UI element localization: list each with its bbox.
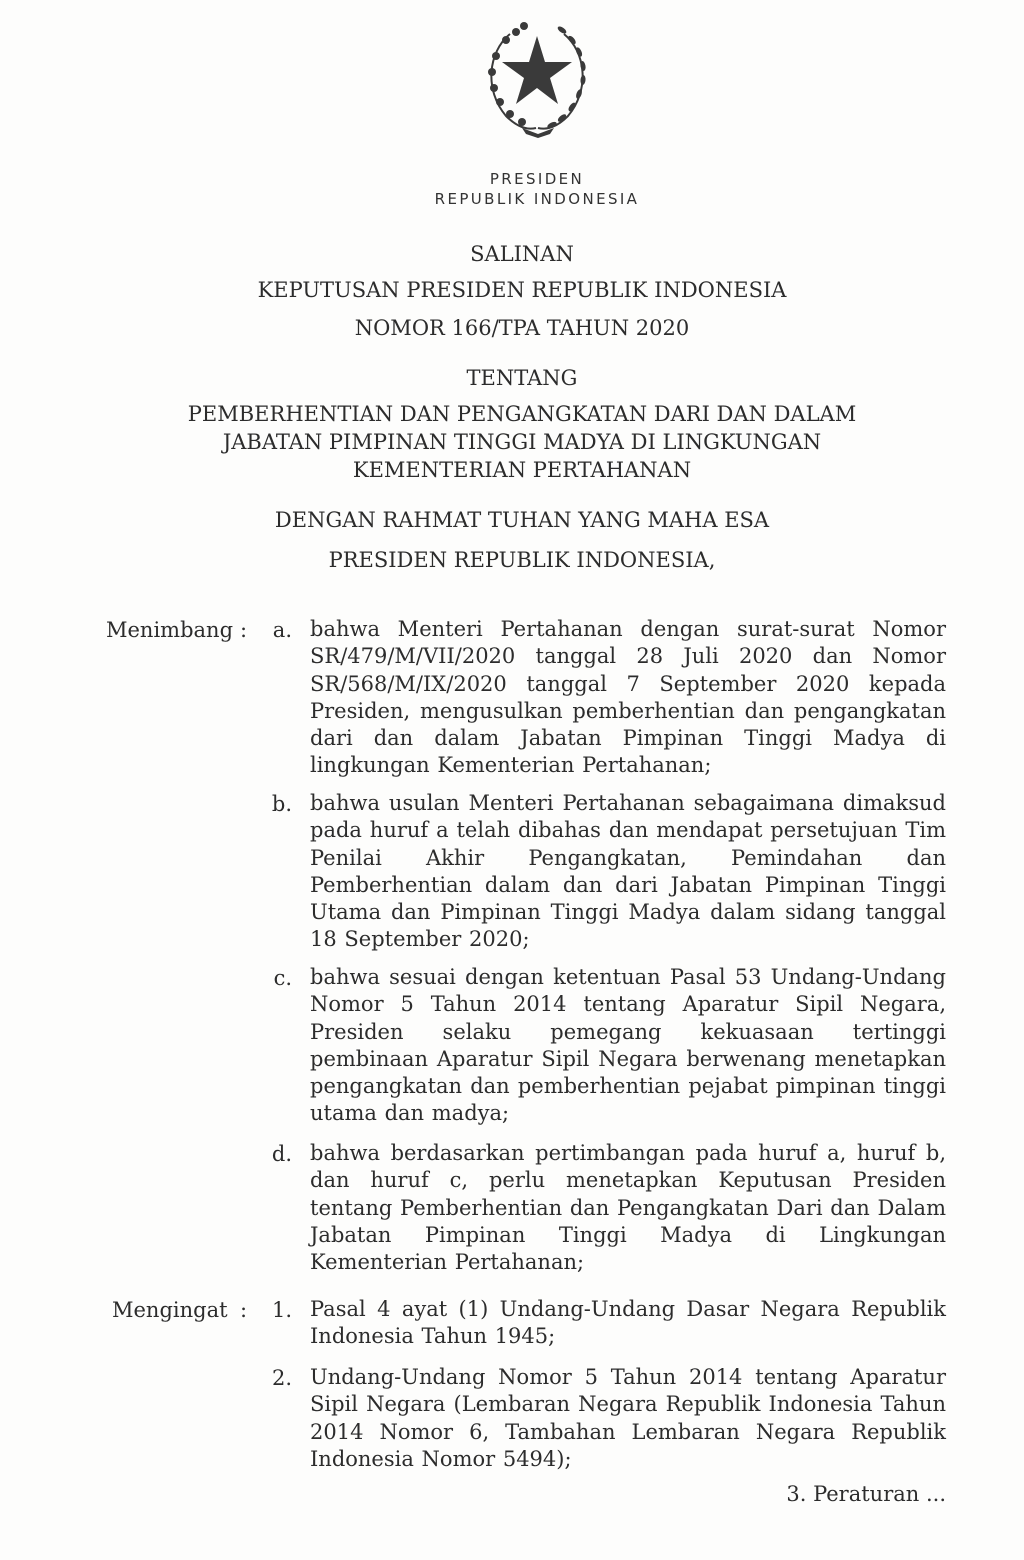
- issuer: PRESIDEN REPUBLIK INDONESIA,: [328, 548, 716, 572]
- mengingat-mark-2: 2.: [271, 1366, 292, 1390]
- menimbang-item-b: bahwa usulan Menteri Pertahanan sebagaimana dimaksud pada huruf a telah dibahas dan mendapat persetujuan Tim Penilai Akhir Pengangkatan, Pemindahan dan Pemberhentian dalam dan dari Jabatan Pimpinan Tinggi Utama dan Pimpinan Tinggi Madya dalam sidang tanggal 18 September 2020;: [310, 791, 946, 952]
- menimbang-mark-d: d.: [271, 1142, 292, 1166]
- menimbang-colon: :: [240, 618, 248, 642]
- mengingat-label: Mengingat: [112, 1298, 228, 1322]
- menimbang-mark-c: c.: [273, 966, 292, 990]
- menimbang-item-a: bahwa Menteri Pertahanan dengan surat-surat Nomor SR/479/M/VII/2020 tanggal 28 Juli 2020 dan Nomor SR/568/M/IX/2020 tanggal 7 September 2020 kepada Presiden, mengusulkan pemberhentian dan pengangkatan dari dan dalam Jabatan Pimpinan Tinggi Madya di lingkungan Kementerian Pertahanan;: [310, 617, 946, 778]
- menimbang-label: Menimbang: [106, 618, 234, 642]
- invocation: DENGAN RAHMAT TUHAN YANG MAHA ESA: [274, 508, 770, 532]
- subject-line-1: PEMBERHENTIAN DAN PENGANGKATAN DARI DAN DALAM: [187, 402, 857, 426]
- letterhead-president: PRESIDEN: [489, 170, 585, 188]
- decree-title: KEPUTUSAN PRESIDEN REPUBLIK INDONESIA: [257, 278, 787, 302]
- subject-line-2: JABATAN PIMPINAN TINGGI MADYA DI LINGKUNGAN: [222, 430, 822, 454]
- subject-line-3: KEMENTERIAN PERTAHANAN: [352, 458, 692, 482]
- menimbang-mark-a: a.: [272, 618, 292, 642]
- menimbang-mark-b: b.: [271, 792, 292, 816]
- mengingat-item-1: Pasal 4 ayat (1) Undang-Undang Dasar Negara Republik Indonesia Tahun 1945;: [310, 1297, 946, 1349]
- continuation-marker: 3. Peraturan ...: [786, 1482, 946, 1506]
- salinan-heading: SALINAN: [470, 242, 574, 266]
- decree-number: NOMOR 166/TPA TAHUN 2020: [354, 316, 690, 340]
- mengingat-mark-1: 1.: [271, 1298, 292, 1322]
- mengingat-colon: :: [240, 1298, 248, 1322]
- mengingat-item-2: Undang-Undang Nomor 5 Tahun 2014 tentang Aparatur Sipil Negara (Lembaran Negara Republik Indonesia Tahun 2014 Nomor 6, Tambahan Lembaran Negara Republik Indonesia Nomor 5494);: [310, 1365, 946, 1471]
- presidential-emblem-icon: [466, 12, 608, 140]
- menimbang-item-d: bahwa berdasarkan pertimbangan pada huruf a, huruf b, dan huruf c, perlu menetapkan Keputusan Presiden tentang Pemberhentian dan Pengangkatan Dari dan Dalam Jabatan Pimpinan Tinggi Madya di Lingkungan Kementerian Pertahanan;: [310, 1141, 946, 1275]
- menimbang-item-c: bahwa sesuai dengan ketentuan Pasal 53 Undang-Undang Nomor 5 Tahun 2014 tentang Aparatur Sipil Negara, Presiden selaku pemegang kekuasaan tertinggi pembinaan Aparatur Sipil Negara berwenang menetapkan pengangkatan dan pemberhentian pejabat pimpinan tinggi utama dan madya;: [310, 965, 946, 1126]
- letterhead-republic: REPUBLIK INDONESIA: [434, 190, 640, 208]
- tentang-heading: TENTANG: [466, 366, 578, 390]
